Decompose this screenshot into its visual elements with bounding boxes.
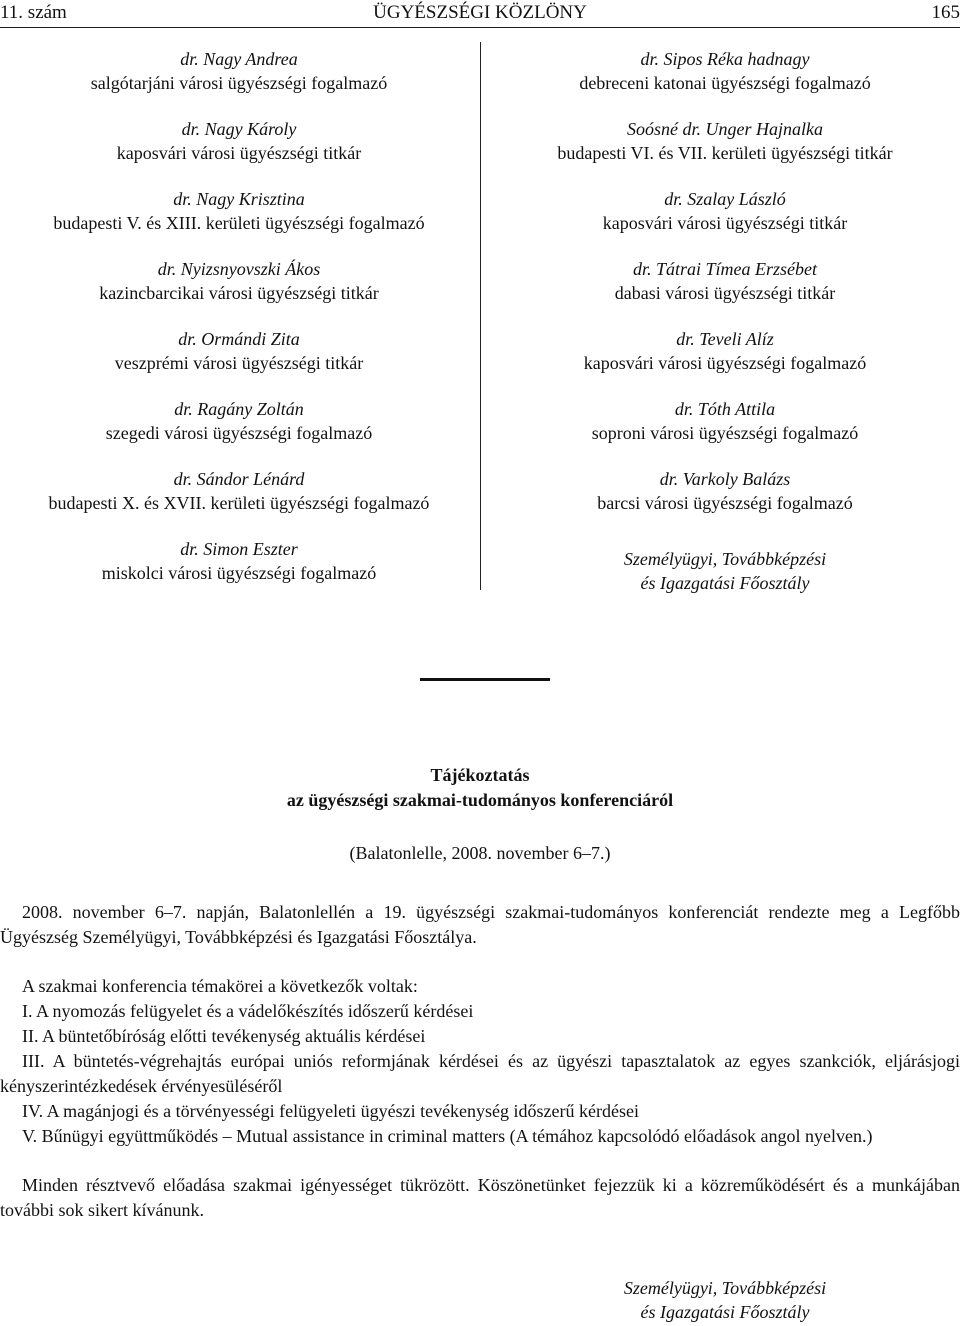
person-name: dr. Ormándi Zita [178,329,300,349]
list-item [0,327,478,397]
person-name: dr. Nagy Károly [181,119,297,139]
person-position: veszprémi városi ügyészségi titkár [114,353,364,373]
person-position: szegedi városi ügyészségi fogalmazó [105,423,373,443]
person-name: dr. Ragány Zoltán [174,399,304,419]
person-name: dr. Nagy Krisztina [173,189,305,209]
person-name: dr. Nagy Andrea [180,49,298,69]
list-item [490,327,960,397]
list-item [490,467,960,537]
person-position: barcsi városi ügyészségi fogalmazó [597,493,853,513]
person-name: dr. Simon Eszter [180,539,298,559]
article-signature [490,1276,960,1324]
list-item [490,187,960,257]
title-line: Tájékoztatás [430,765,530,785]
list-item [0,467,478,537]
issue-number: 11. szám [0,2,67,23]
left-column [0,47,478,607]
person-position: budapesti X. és XVII. kerületi ügyészségi fogalmazó [48,493,430,513]
signature-line: Személyügyi, Továbbképzési [623,549,827,569]
topic-item: I. A nyomozás felügyelet és a vádelőkészítés időszerű kérdései [22,1001,474,1021]
list-item [0,117,478,187]
person-position: budapesti VI. és VII. kerületi ügyészségi titkár [557,143,893,163]
topic-item: V. Bűnügyi együttműködés – Mutual assistance in criminal matters (A témához kapcsolódó előadások angol nyelven.) [22,1126,873,1146]
person-position: kaposvári városi ügyészségi titkár [602,213,848,233]
closing-paragraph: Minden résztvevő előadása szakmai igényességet tükrözött. Köszönetünket fejezzük ki a közreműködésért és a munkájában további sok sikert kívánunk. [0,1175,960,1220]
person-position: kazincbarcikai városi ügyészségi titkár [99,283,379,303]
signature-line: és Igazgatási Főosztály [640,573,810,593]
person-name: Soósné dr. Unger Hajnalka [627,119,823,139]
page-header [0,0,960,28]
person-name: dr. Szalay László [664,189,786,209]
list-item [0,187,478,257]
header-rule [0,27,960,28]
person-name: dr. Varkoly Balázs [659,469,791,489]
person-position: kaposvári városi ügyészségi titkár [116,143,362,163]
department-signature [490,547,960,595]
person-position: soproni városi ügyészségi fogalmazó [591,423,859,443]
list-item [490,47,960,117]
page-number: 165 [931,2,960,23]
person-position: miskolci városi ügyészségi fogalmazó [101,563,377,583]
topic-item: III. A büntetés-végrehajtás európai uniós reformjának kérdései és az ügyészi tapasztalatok az egyes szankciók, eljárásjogi kényszerintézkedések érvényesüléséről [0,1051,960,1096]
person-name: dr. Sipos Réka hadnagy [640,49,810,69]
article-body [0,900,960,1223]
list-item [490,257,960,327]
person-position: salgótarjáni városi ügyészségi fogalmazó [90,73,388,93]
person-position: kaposvári városi ügyészségi fogalmazó [583,353,867,373]
topic-item: II. A büntetőbíróság előtti tevékenység aktuális kérdései [22,1026,426,1046]
list-item [0,257,478,327]
signature-line: Személyügyi, Továbbképzési [623,1278,827,1298]
column-divider [480,42,481,590]
title-line: az ügyészségi szakmai-tudományos konferenciáról [286,790,674,810]
section-separator [420,678,550,681]
list-item [0,537,478,607]
list-item [490,397,960,467]
topics-heading: A szakmai konferencia témakörei a következők voltak: [22,976,418,996]
person-position: dabasi városi ügyészségi titkár [614,283,836,303]
person-name: dr. Teveli Alíz [676,329,774,349]
person-name: dr. Sándor Lénárd [173,469,305,489]
person-name: dr. Tóth Attila [674,399,776,419]
article-title [0,763,960,813]
signature-line: és Igazgatási Főosztály [640,1302,810,1322]
topic-item: IV. A magánjogi és a törvényességi felügyeleti ügyészi tevékenység időszerű kérdései [22,1101,639,1121]
person-position: budapesti V. és XIII. kerületi ügyészségi fogalmazó [53,213,425,233]
person-name: dr. Tátrai Tímea Erzsébet [632,259,818,279]
list-item [0,47,478,117]
journal-title: ÜGYÉSZSÉGI KÖZLÖNY [373,2,587,23]
person-name: dr. Nyizsnyovszki Ákos [157,259,321,279]
right-column [490,47,960,595]
article-subtitle: (Balatonlelle, 2008. november 6–7.) [349,843,611,863]
person-position: debreceni katonai ügyészségi fogalmazó [579,73,871,93]
list-item [0,397,478,467]
list-item [490,117,960,187]
intro-paragraph: 2008. november 6–7. napján, Balatonlellén a 19. ügyészségi szakmai-tudományos konferenciát rendezte meg a Legfőbb Ügyészség Személyügyi, Továbbképzési és Igazgatási Főosztálya. [0,902,960,947]
